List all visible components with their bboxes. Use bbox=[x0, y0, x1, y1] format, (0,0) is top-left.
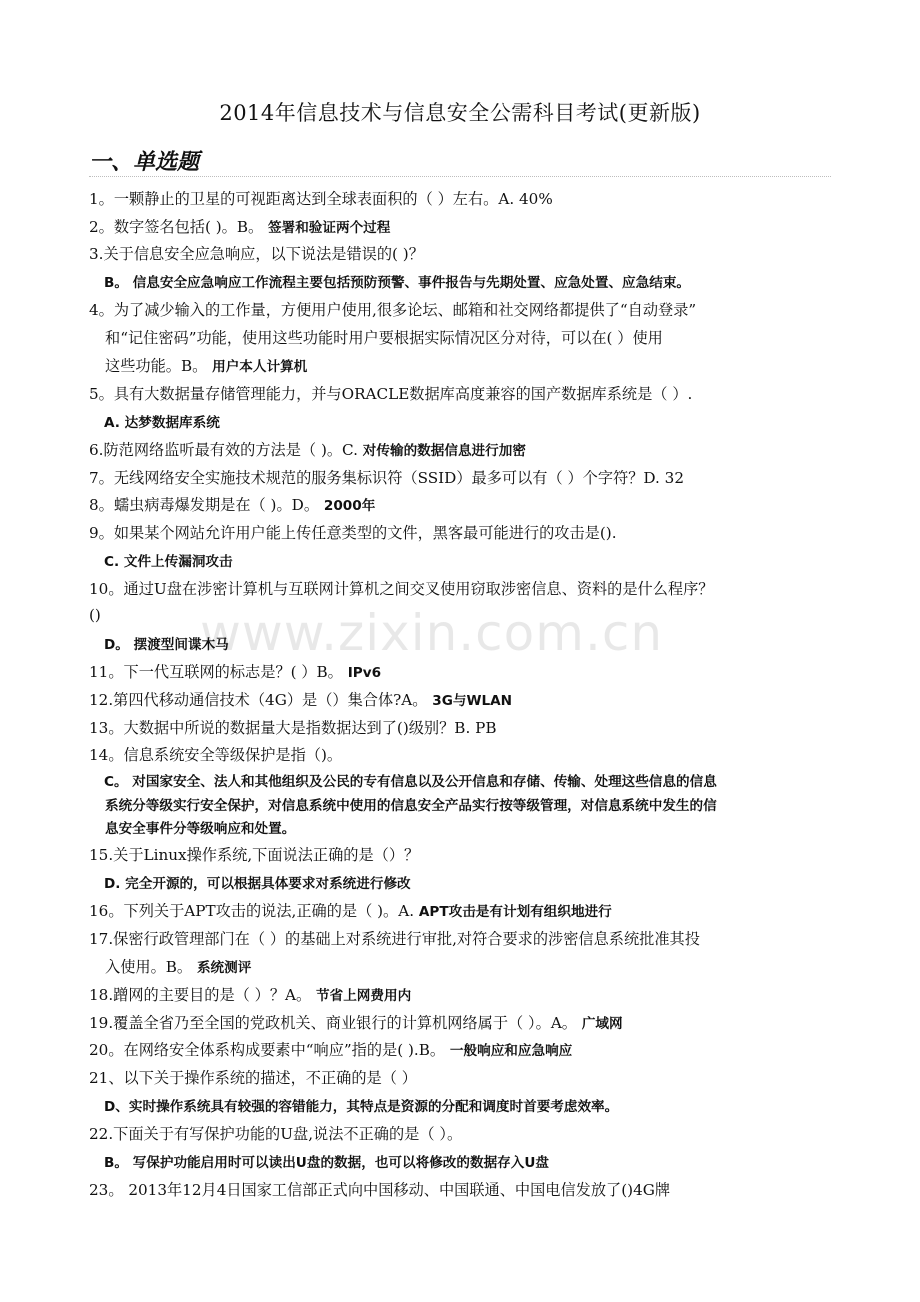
question-line: 11。下一代互联网的标志是？( ）B。 IPv6 bbox=[89, 663, 382, 681]
answer-line bbox=[104, 1152, 549, 1173]
question-line: 入使用。B。 系统测评 bbox=[105, 958, 252, 976]
question-line: 23。 2013年12月4日国家工信部正式向中国移动、中国联通、中国电信发放了()4G牌 bbox=[89, 1181, 671, 1199]
question-line: 4。为了减少输入的工作量，方便用户使用,很多论坛、邮箱和社交网络都提供了“自动登录” bbox=[89, 301, 697, 319]
question-line: 10。通过U盘在涉密计算机与互联网计算机之间交叉使用窃取涉密信息、资料的是什么程序？ bbox=[89, 580, 714, 598]
answer-line bbox=[104, 771, 717, 792]
answer-text: 3G与WLAN bbox=[432, 693, 513, 709]
question-line: () bbox=[89, 606, 101, 624]
question-line: 19.覆盖全省乃至全国的党政机关、商业银行的计算机网络属于（ ）。A。 广域网 bbox=[89, 1014, 623, 1032]
question-line: 这些功能。B。 用户本人计算机 bbox=[105, 357, 308, 375]
answer-text: 用户本人计算机 bbox=[212, 359, 308, 375]
question-line: 22.下面关于有写保护功能的U盘,说法不正确的是（ ）。 bbox=[89, 1125, 463, 1143]
question-line: 9。如果某个网站允许用户能上传任意类型的文件，黑客最可能进行的攻击是(). bbox=[89, 524, 617, 542]
answer-line bbox=[104, 551, 233, 572]
answer-text: 广域网 bbox=[581, 1016, 623, 1032]
answer-text: D、实时操作系统具有较强的容错能力，其特点是资源的分配和调度时首要考虑效率。 bbox=[104, 1099, 619, 1115]
section-heading: 一、单选题 bbox=[89, 150, 200, 175]
answer-text: B。 写保护功能启用时可以读出U盘的数据，也可以将修改的数据存入U盘 bbox=[104, 1155, 549, 1171]
question-line: 1。一颗静止的卫星的可视距离达到全球表面积的（ ）左右。A. 40% bbox=[89, 190, 553, 208]
answer-line: 息安全事件分等级响应和处置。 bbox=[105, 821, 296, 837]
answer-text: 系统测评 bbox=[196, 960, 252, 976]
section-divider bbox=[89, 176, 831, 177]
answer-text: 签署和验证两个过程 bbox=[268, 220, 391, 236]
answer-text: IPv6 bbox=[347, 665, 382, 681]
question-line: 2。数字签名包括( )。B。 签署和验证两个过程 bbox=[89, 218, 391, 236]
answer-text: B。 信息安全应急响应工作流程主要包括预防预警、事件报告与先期处置、应急处置、应急结束。 bbox=[104, 275, 691, 291]
answer-text: C. 文件上传漏洞攻击 bbox=[104, 554, 233, 570]
question-line: 6.防范网络监听最有效的方法是（ )。C. 对传输的数据信息进行加密 bbox=[89, 441, 526, 459]
answer-line bbox=[104, 1096, 618, 1117]
answer-text: D。 摆渡型间谍木马 bbox=[104, 637, 229, 653]
answer-text: APT攻击是有计划有组织地进行 bbox=[418, 904, 612, 920]
answer-text: C。 对国家安全、法人和其他组织及公民的专有信息以及公开信息和存储、传输、处理这些信息的信息 bbox=[104, 774, 717, 790]
question-line: 16。下列关于APT攻击的说法,正确的是（ )。A. APT攻击是有计划有组织地进行 bbox=[89, 902, 612, 920]
question-line: 和“记住密码”功能，使用这些功能时用户要根据实际情况区分对待，可以在( ）使用 bbox=[105, 329, 663, 347]
document-title: 2014年信息技术与信息安全公需科目考试(更新版) bbox=[219, 101, 701, 125]
answer-text: 对传输的数据信息进行加密 bbox=[362, 443, 526, 459]
watermark-text: www.zixin.com.cn bbox=[200, 604, 664, 662]
question-line: 20。在网络安全体系构成要素中“响应”指的是( ).B。 一般响应和应急响应 bbox=[89, 1041, 573, 1059]
question-line: 5。具有大数据量存储管理能力，并与ORACLE数据库高度兼容的国产数据库系统是（ ）. bbox=[89, 385, 693, 403]
question-line: 12.第四代移动通信技术（4G）是（）集合体?A。 3G与WLAN bbox=[89, 691, 513, 709]
answer-line bbox=[104, 272, 690, 293]
question-line: 13。大数据中所说的数据量大是指数据达到了()级别？B. PB bbox=[89, 719, 497, 737]
question-line: 14。信息系统安全等级保护是指（)。 bbox=[89, 746, 343, 764]
answer-line: 系统分等级实行安全保护，对信息系统中使用的信息安全产品实行按等级管理，对信息系统中发生的信 bbox=[105, 798, 717, 814]
answer-text: A. 达梦数据库系统 bbox=[104, 415, 220, 431]
question-line: 18.蹭网的主要目的是（ ）？A。 节省上网费用内 bbox=[89, 986, 412, 1004]
answer-line bbox=[104, 873, 411, 894]
answer-text: 2000年 bbox=[323, 498, 376, 514]
answer-text: 节省上网费用内 bbox=[316, 988, 412, 1004]
question-line: 7。无线网络安全实施技术规范的服务集标识符（SSID）最多可以有（ ）个字符？D. 32 bbox=[89, 469, 685, 487]
question-line: 8。蠕虫病毒爆发期是在（ )。D。 2000年 bbox=[89, 496, 376, 514]
question-line: 17.保密行政管理部门在（ ）的基础上对系统进行审批,对符合要求的涉密信息系统批准其投 bbox=[89, 930, 700, 948]
question-line: 3.关于信息安全应急响应，以下说法是错误的( )？ bbox=[89, 245, 424, 263]
answer-text: D. 完全开源的，可以根据具体要求对系统进行修改 bbox=[104, 876, 411, 892]
question-line: 15.关于Linux操作系统,下面说法正确的是（）？ bbox=[89, 846, 420, 864]
answer-line bbox=[104, 412, 220, 433]
answer-line bbox=[104, 634, 229, 655]
answer-text: 一般响应和应急响应 bbox=[449, 1043, 573, 1059]
question-line: 21、以下关于操作系统的描述，不正确的是（ ） bbox=[89, 1069, 417, 1087]
